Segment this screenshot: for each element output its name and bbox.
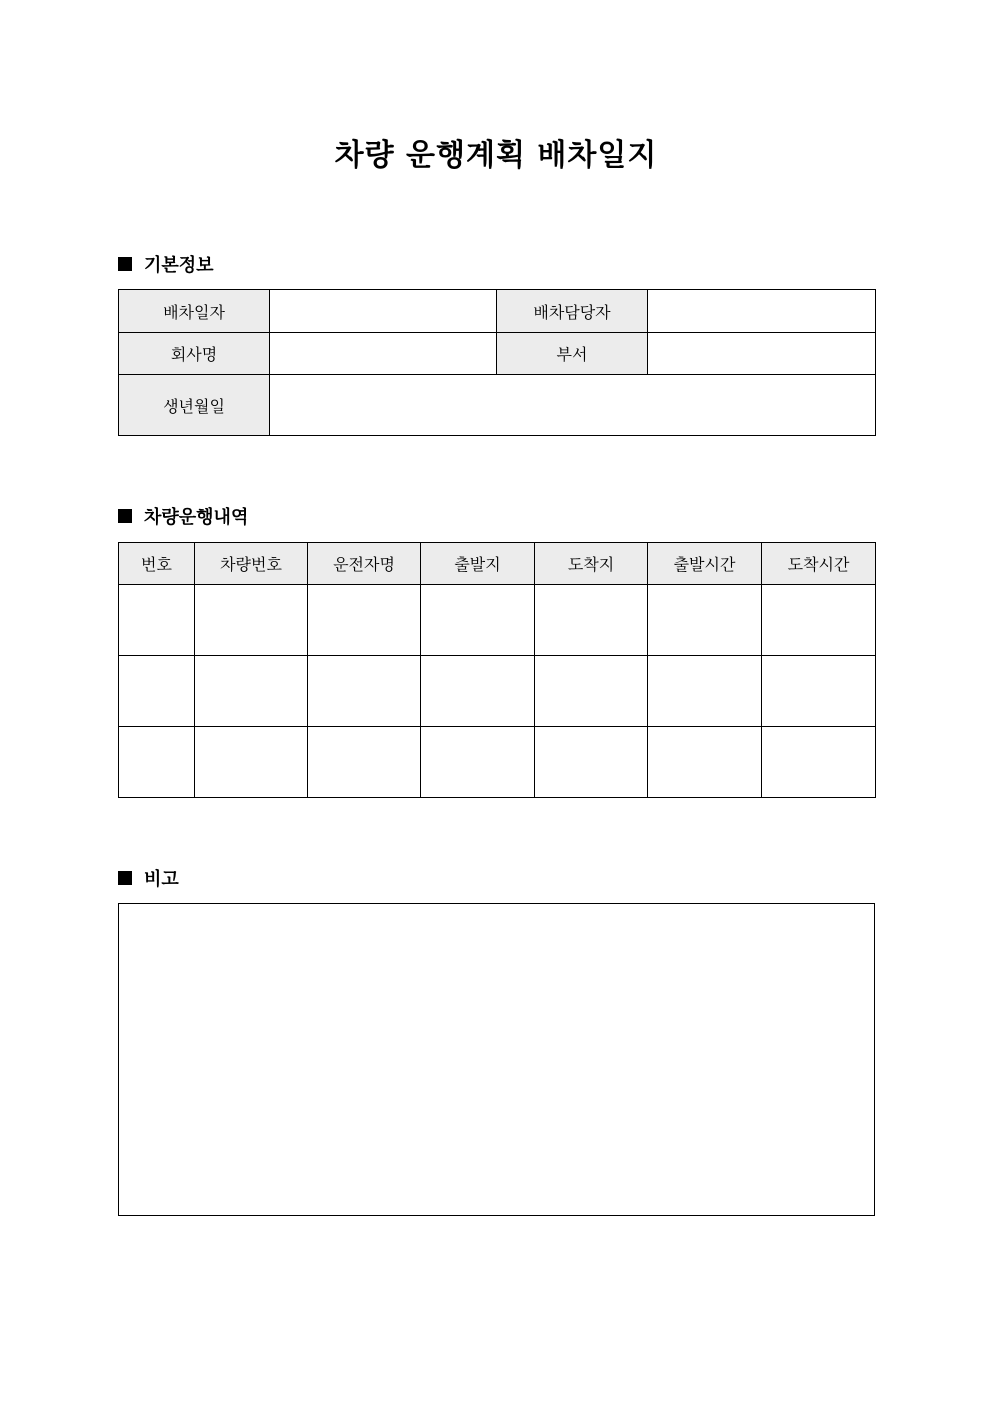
column-header-arrival-time: 도착시간 bbox=[762, 543, 876, 585]
table-cell[interactable] bbox=[308, 585, 421, 656]
table-cell[interactable] bbox=[421, 585, 535, 656]
table-cell[interactable] bbox=[195, 727, 308, 798]
section-heading-remarks bbox=[118, 866, 179, 890]
section-heading-label: 차량운행내역 bbox=[144, 507, 249, 528]
column-header-departure: 출발지 bbox=[421, 543, 535, 585]
table-cell[interactable] bbox=[119, 727, 195, 798]
section-heading-label: 기본정보 bbox=[144, 255, 214, 276]
column-header-driver-name: 운전자명 bbox=[308, 543, 421, 585]
operation-table bbox=[118, 542, 876, 798]
table-cell[interactable] bbox=[421, 656, 535, 727]
page-title: 차량 운행계획 배차일지 bbox=[334, 138, 658, 173]
table-cell[interactable] bbox=[762, 585, 876, 656]
table-row bbox=[119, 585, 876, 656]
table-cell[interactable] bbox=[648, 656, 762, 727]
dispatch-manager-field[interactable] bbox=[648, 290, 876, 333]
table-cell[interactable] bbox=[648, 585, 762, 656]
square-icon bbox=[118, 509, 132, 523]
department-label: 부서 bbox=[497, 333, 648, 375]
dispatch-manager-label: 배차담당자 bbox=[497, 290, 648, 333]
section-heading-basic-info bbox=[118, 252, 214, 276]
company-name-field[interactable] bbox=[270, 333, 497, 375]
table-row bbox=[119, 375, 876, 436]
birth-date-field[interactable] bbox=[270, 375, 876, 436]
table-row bbox=[119, 727, 876, 798]
department-field[interactable] bbox=[648, 333, 876, 375]
section-heading-label: 비고 bbox=[144, 869, 179, 890]
dispatch-date-field[interactable] bbox=[270, 290, 497, 333]
company-name-label: 회사명 bbox=[119, 333, 270, 375]
table-header-row bbox=[119, 543, 876, 585]
table-cell[interactable] bbox=[308, 727, 421, 798]
table-cell[interactable] bbox=[648, 727, 762, 798]
table-cell[interactable] bbox=[195, 585, 308, 656]
dispatch-date-label: 배차일자 bbox=[119, 290, 270, 333]
basic-info-table bbox=[118, 289, 876, 436]
table-cell[interactable] bbox=[535, 727, 648, 798]
table-cell[interactable] bbox=[195, 656, 308, 727]
remarks-box[interactable] bbox=[118, 903, 875, 1216]
birth-date-label: 생년월일 bbox=[119, 375, 270, 436]
section-heading-operation bbox=[118, 504, 248, 528]
column-header-arrival: 도착지 bbox=[535, 543, 648, 585]
table-row bbox=[119, 656, 876, 727]
table-cell[interactable] bbox=[119, 585, 195, 656]
column-header-number: 번호 bbox=[119, 543, 195, 585]
table-cell[interactable] bbox=[762, 656, 876, 727]
table-cell[interactable] bbox=[535, 585, 648, 656]
table-cell[interactable] bbox=[421, 727, 535, 798]
column-header-departure-time: 출발시간 bbox=[648, 543, 762, 585]
square-icon bbox=[118, 257, 132, 271]
column-header-vehicle-number: 차량번호 bbox=[195, 543, 308, 585]
table-cell[interactable] bbox=[535, 656, 648, 727]
square-icon bbox=[118, 871, 132, 885]
table-cell[interactable] bbox=[762, 727, 876, 798]
table-row bbox=[119, 333, 876, 375]
table-cell[interactable] bbox=[119, 656, 195, 727]
table-cell[interactable] bbox=[308, 656, 421, 727]
table-row bbox=[119, 290, 876, 333]
